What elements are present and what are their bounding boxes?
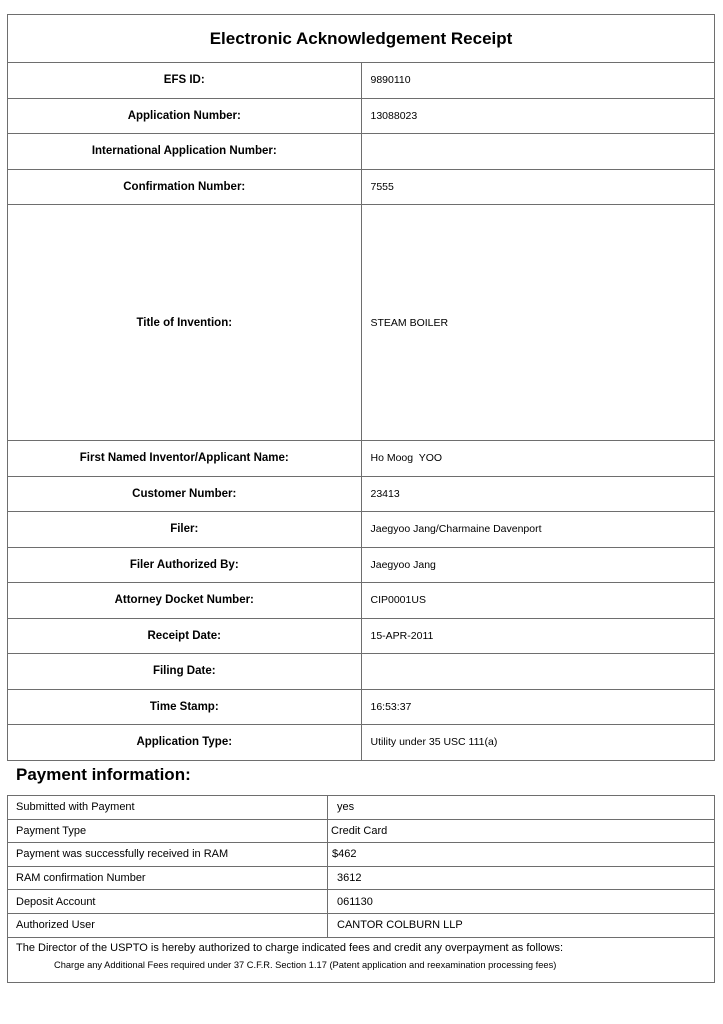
receipt-date-value: 15-APR-2011 (361, 618, 715, 654)
filer-authorized-by-label: Filer Authorized By: (8, 547, 362, 583)
table-row (8, 689, 715, 725)
payment-type-label: Payment Type (8, 819, 328, 843)
efs-id-value: 9890110 (361, 63, 715, 99)
receipt-date-label: Receipt Date: (8, 618, 362, 654)
deposit-account-value: 061130 (328, 890, 715, 914)
title-of-invention-value: STEAM BOILER (361, 205, 715, 441)
table-row (8, 63, 715, 99)
table-row (8, 866, 715, 890)
payment-received-value: $462 (328, 843, 715, 867)
submitted-with-payment-value: yes (328, 796, 715, 820)
table-row (8, 725, 715, 761)
filer-value: Jaegyoo Jang/Charmaine Davenport (361, 512, 715, 548)
payment-type-value: Credit Card (328, 819, 715, 843)
ram-confirmation-number-label: RAM confirmation Number (8, 866, 328, 890)
table-row (8, 547, 715, 583)
filing-date-value (361, 654, 715, 690)
efs-id-label: EFS ID: (8, 63, 362, 99)
international-application-number-value (361, 134, 715, 170)
customer-number-label: Customer Number: (8, 476, 362, 512)
table-row (8, 134, 715, 170)
filer-authorized-by-value: Jaegyoo Jang (361, 547, 715, 583)
authorization-note (8, 937, 715, 982)
first-named-inventor-label: First Named Inventor/Applicant Name: (8, 441, 362, 477)
attorney-docket-number-label: Attorney Docket Number: (8, 583, 362, 619)
confirmation-number-value: 7555 (361, 169, 715, 205)
filer-label: Filer: (8, 512, 362, 548)
application-type-label: Application Type: (8, 725, 362, 761)
table-row (8, 205, 715, 441)
authorized-user-label: Authorized User (8, 913, 328, 937)
receipt-title: Electronic Acknowledgement Receipt (8, 15, 715, 63)
deposit-account-label: Deposit Account (8, 890, 328, 914)
application-number-label: Application Number: (8, 98, 362, 134)
confirmation-number-label: Confirmation Number: (8, 169, 362, 205)
payment-information-heading: Payment information: (16, 765, 191, 784)
table-row (8, 98, 715, 134)
ram-confirmation-number-value: 3612 (328, 866, 715, 890)
customer-number-value: 23413 (361, 476, 715, 512)
application-type-value: Utility under 35 USC 111(a) (361, 725, 715, 761)
table-row (8, 843, 715, 867)
table-row (8, 937, 715, 982)
authorization-text: The Director of the USPTO is hereby authorized to charge indicated fees and credit any overpayment as follows: (16, 941, 564, 954)
time-stamp-label: Time Stamp: (8, 689, 362, 725)
payment-received-label: Payment was successfully received in RAM (8, 843, 328, 867)
filing-date-label: Filing Date: (8, 654, 362, 690)
table-row (8, 512, 715, 548)
table-row (8, 618, 715, 654)
submitted-with-payment-label: Submitted with Payment (8, 796, 328, 820)
acknowledgement-receipt-table (7, 14, 715, 761)
table-row (8, 169, 715, 205)
authorized-user-value: CANTOR COLBURN LLP (328, 913, 715, 937)
table-row (8, 583, 715, 619)
table-row (8, 476, 715, 512)
payment-information-table (7, 795, 715, 983)
international-application-number-label: International Application Number: (8, 134, 362, 170)
table-row (8, 913, 715, 937)
title-of-invention-label: Title of Invention: (8, 205, 362, 441)
time-stamp-value: 16:53:37 (361, 689, 715, 725)
table-row (8, 796, 715, 820)
charge-text: Charge any Additional Fees required under 37 C.F.R. Section 1.17 (Patent application and reexamination processing fees) (54, 959, 557, 970)
table-row (8, 819, 715, 843)
table-row (8, 654, 715, 690)
table-row (8, 441, 715, 477)
table-row (8, 890, 715, 914)
application-number-value: 13088023 (361, 98, 715, 134)
first-named-inventor-value: Ho Moog YOO (361, 441, 715, 477)
attorney-docket-number-value: CIP0001US (361, 583, 715, 619)
